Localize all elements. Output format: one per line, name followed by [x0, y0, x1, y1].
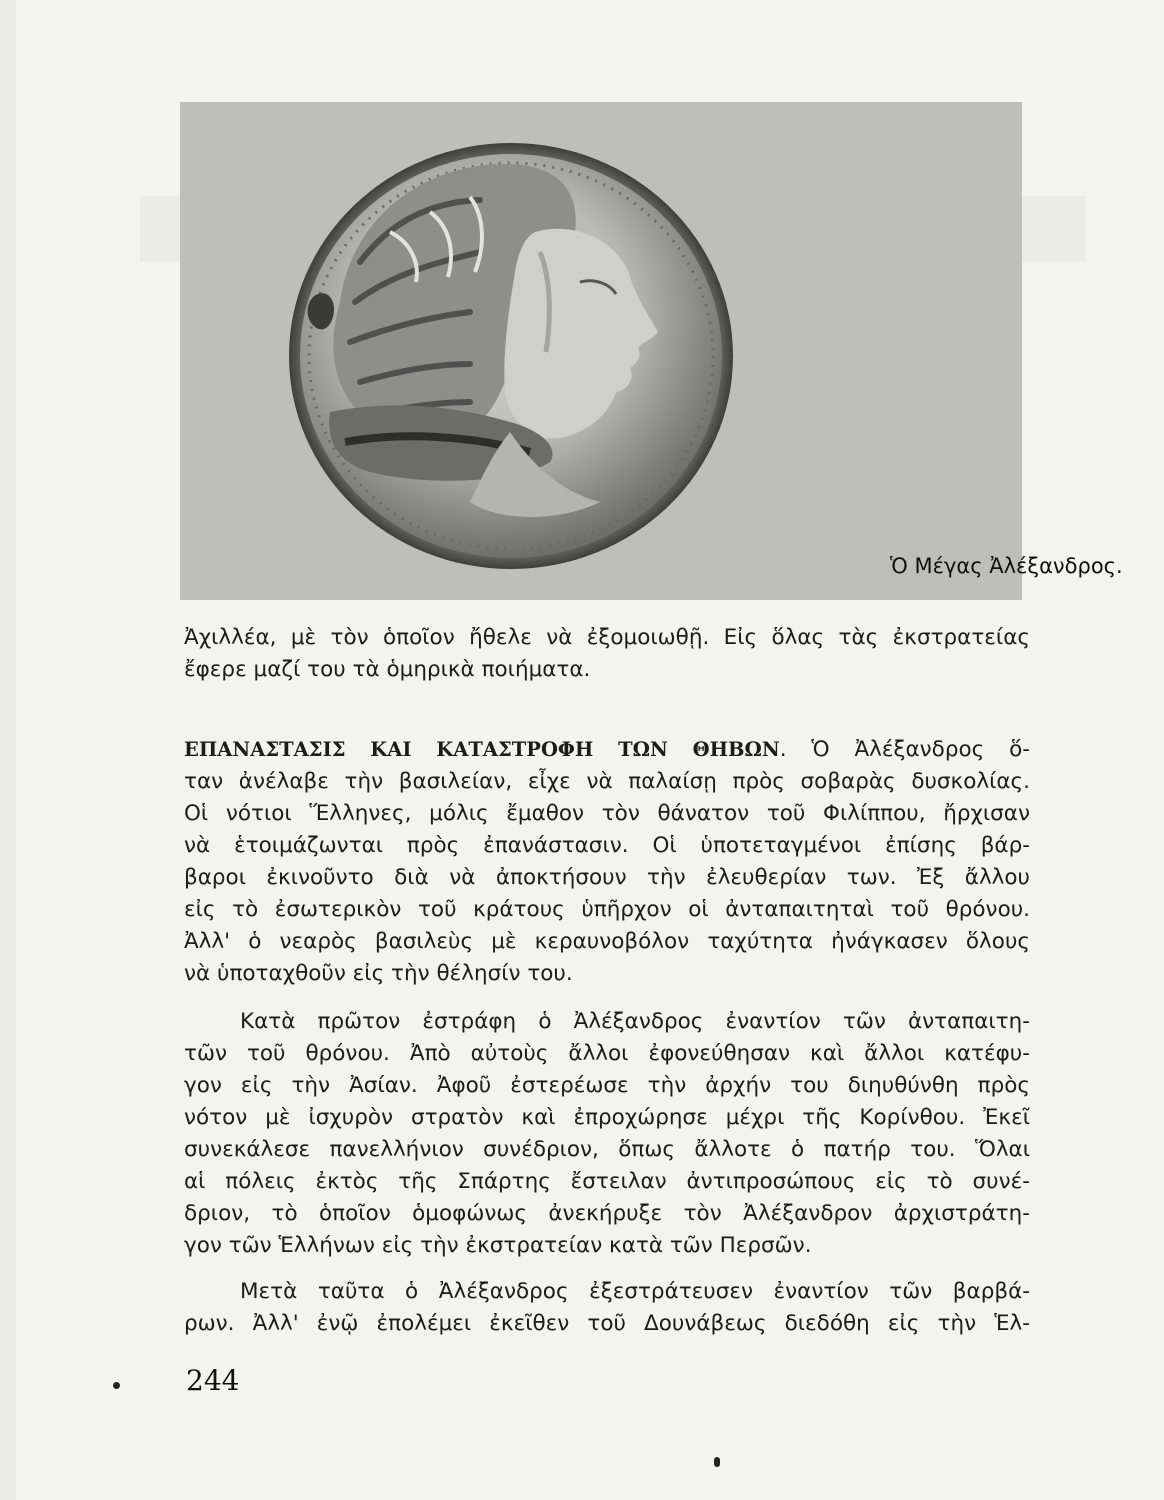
para3-line-7: δριον, τὸ ὁποῖον ὁμοφώνως ἀνεκήρυξε τὸν Ἀλέξανδρον ἀρχιστράτη- [184, 1201, 1030, 1226]
para3-line-1: Κατὰ πρῶτον ἐστράφη ὁ Ἀλέξανδρος ἐναντίον τῶν ἀνταπαιτη- [240, 1009, 1030, 1034]
section-line-7: νὰ ὑποταχθοῦν εἰς τὴν θέλησίν του. [184, 961, 573, 986]
section-line-3: νὰ ἑτοιμάζωνται πρὸς ἐπανάστασιν. Οἱ ὑποτεταγμένοι ἐπίσης βάρ- [184, 833, 1030, 858]
para3-line-2: τῶν τοῦ θρόνου. Ἀπὸ αὐτοὺς ἄλλοι ἐφονεύθησαν καὶ ἄλλοι κατέφυ- [184, 1041, 1030, 1066]
section-line-6: Ἀλλ' ὁ νεαρὸς βασιλεὺς μὲ κεραυνοβόλον ταχύτητα ἠνάγκασεν ὅλους [184, 929, 1030, 954]
bottom-mark-dot [714, 1457, 720, 1467]
figure-caption: Ὁ Μέγας Ἀλέξανδρος. [890, 554, 1123, 578]
section-line-4: βαροι ἐκινοῦντο διὰ νὰ ἀποκτήσουν τὴν ἐλευθερίαν των. Ἐξ ἄλλου [184, 865, 1030, 890]
para3-line-6: αἱ πόλεις ἐκτὸς τῆς Σπάρτης ἔστειλαν ἀντιπροσώπους εἰς τὸ συνέ- [184, 1169, 1030, 1194]
section-heading: ΕΠΑΝΑΣΤΑΣΙΣ ΚΑΙ ΚΑΤΑΣΤΡΟΦΗ ΤΩΝ ΘΗΒΩΝ [184, 738, 780, 761]
para3-line-8: γον τῶν Ἑλλήνων εἰς τὴν ἐκστρατείαν κατὰ τῶν Περσῶν. [184, 1233, 812, 1258]
section-line-5: εἰς τὸ ἐσωτερικὸν τοῦ κράτους ὑπῆρχον οἱ ἀνταπαιτηταὶ τοῦ θρόνου. [184, 897, 1030, 922]
coin-photo [180, 102, 1123, 600]
page-number: 244 [186, 1364, 240, 1397]
section-line-2: Οἱ νότιοι Ἕλληνες, μόλις ἔμαθον τὸν θάνατον τοῦ Φιλίππου, ἤρχισαν [184, 801, 1030, 826]
para3-line-4: νότον μὲ ἰσχυρὸν στρατὸν καὶ ἐπροχώρησε μέχρι τῆς Κορίνθου. Ἐκεῖ [184, 1105, 1030, 1130]
section-heading-tail: . Ὁ Ἀλέξανδρος ὅ- [779, 737, 1030, 762]
scan-shadow-left [0, 0, 16, 1500]
para4-line-1: Μετὰ ταῦτα ὁ Ἀλέξανδρος ἐξεστράτευσεν ἐναντίον τῶν βαρβά- [240, 1279, 1030, 1304]
para3-line-3: γον εἰς τὴν Ἀσίαν. Ἀφοῦ ἐστερέωσε τὴν ἀρχήν του διηυθύνθη πρὸς [184, 1073, 1030, 1098]
section-line-1: ταν ἀνέλαβε τὴν βασιλείαν, εἶχε νὰ παλαίσῃ πρὸς σοβαρὰς δυσκολίας. [184, 769, 1030, 794]
para3-line-5: συνεκάλεσε πανελλήνιον συνέδριον, ὅπως ἄλλοτε ὁ πατήρ του. Ὅλαι [184, 1137, 1030, 1162]
alexander-coin-image [180, 102, 1022, 600]
section-heading-line [184, 734, 1030, 766]
para4-line-2: ρων. Ἀλλ' ἐνῷ ἐπολέμει ἐκεῖθεν τοῦ Δουνάβεως διεδόθη εἰς τὴν Ἑλ- [184, 1311, 1030, 1336]
para1-line-1: Ἀχιλλέα, μὲ τὸν ὁποῖον ἤθελε νὰ ἐξομοιωθῇ. Εἰς ὅλας τὰς ἐκστρατείας [184, 625, 1030, 650]
margin-mark-dot [113, 1382, 120, 1389]
para1-line-2: ἔφερε μαζί του τὰ ὁμηρικὰ ποιήματα. [184, 657, 591, 682]
